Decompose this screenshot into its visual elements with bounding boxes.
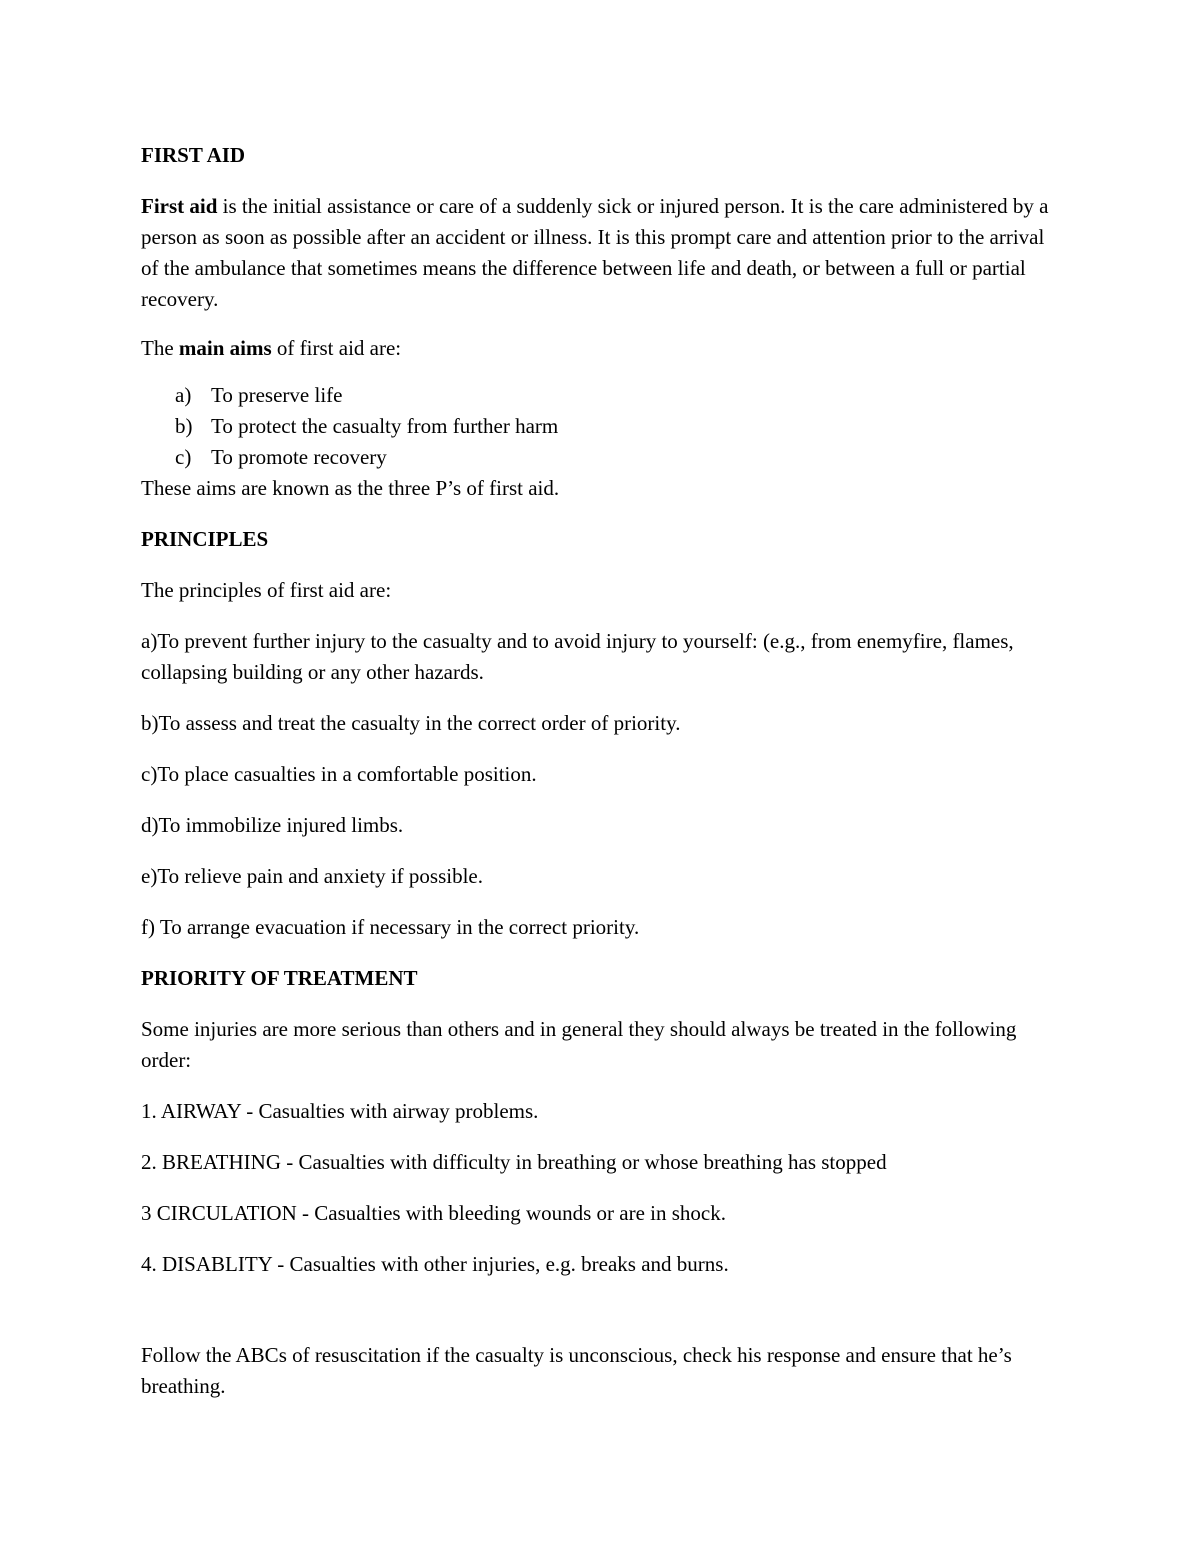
- priority-item: 1. AIRWAY - Casualties with airway problems.: [141, 1099, 539, 1123]
- principle-item: a)To prevent further injury to the casualty and to avoid injury to yourself: (e.g., from enemyfire, flames, collapsing building or any other hazards.: [141, 629, 1014, 684]
- aims-item-text: To preserve life: [211, 383, 343, 407]
- aims-intro-after: of first aid are:: [271, 336, 402, 360]
- aims-note: These aims are known as the three P’s of first aid.: [141, 476, 560, 500]
- intro-term: First aid: [141, 194, 218, 218]
- principle-item: f) To arrange evacuation if necessary in the correct priority.: [141, 915, 640, 939]
- priority-item: 4. DISABLITY - Casualties with other injuries, e.g. breaks and burns.: [141, 1252, 729, 1276]
- aims-intro-bold: main aims: [178, 336, 272, 360]
- aims-list-item: [141, 380, 1061, 411]
- aims-list-item: [141, 442, 1061, 473]
- principle-item: b)To assess and treat the casualty in the correct order of priority.: [141, 711, 681, 735]
- aims-item-text: To protect the casualty from further harm: [211, 414, 559, 438]
- principle-item: d)To immobilize injured limbs.: [141, 813, 404, 837]
- priority-item: 2. BREATHING - Casualties with difficulty in breathing or whose breathing has stopped: [141, 1150, 887, 1174]
- aims-item-marker: a): [175, 383, 192, 407]
- aims-item-marker: c): [175, 445, 192, 469]
- principle-item: e)To relieve pain and anxiety if possible.: [141, 864, 483, 888]
- aims-list: [141, 380, 1061, 473]
- aims-item-marker: b): [175, 414, 193, 438]
- principle-item: c)To place casualties in a comfortable position.: [141, 762, 537, 786]
- priority-heading: PRIORITY OF TREATMENT: [141, 966, 418, 990]
- aims-intro: [141, 333, 1061, 364]
- document-title: FIRST AID: [141, 143, 246, 167]
- priority-intro: Some injuries are more serious than others and in general they should always be treated in the following order:: [141, 1017, 1017, 1072]
- aims-item-text: To promote recovery: [211, 445, 387, 469]
- principles-heading: PRINCIPLES: [141, 527, 269, 551]
- intro-text: is the initial assistance or care of a suddenly sick or injured person. It is the care administered by a person as soon as possible after an accident or illness. It is this prompt care and attention prior to the arrival of the ambulance that sometimes means the difference between life and death, or between a full or partial recovery.: [141, 194, 1049, 311]
- aims-intro-before: The: [141, 336, 179, 360]
- document-page: [141, 140, 1061, 1402]
- principles-intro: The principles of first aid are:: [141, 578, 392, 602]
- intro-paragraph: [141, 191, 1061, 315]
- closing-paragraph: Follow the ABCs of resuscitation if the casualty is unconscious, check his response and ensure that he’s breathing.: [141, 1343, 1012, 1398]
- priority-item: 3 CIRCULATION - Casualties with bleeding wounds or are in shock.: [141, 1201, 726, 1225]
- aims-list-item: [141, 411, 1061, 442]
